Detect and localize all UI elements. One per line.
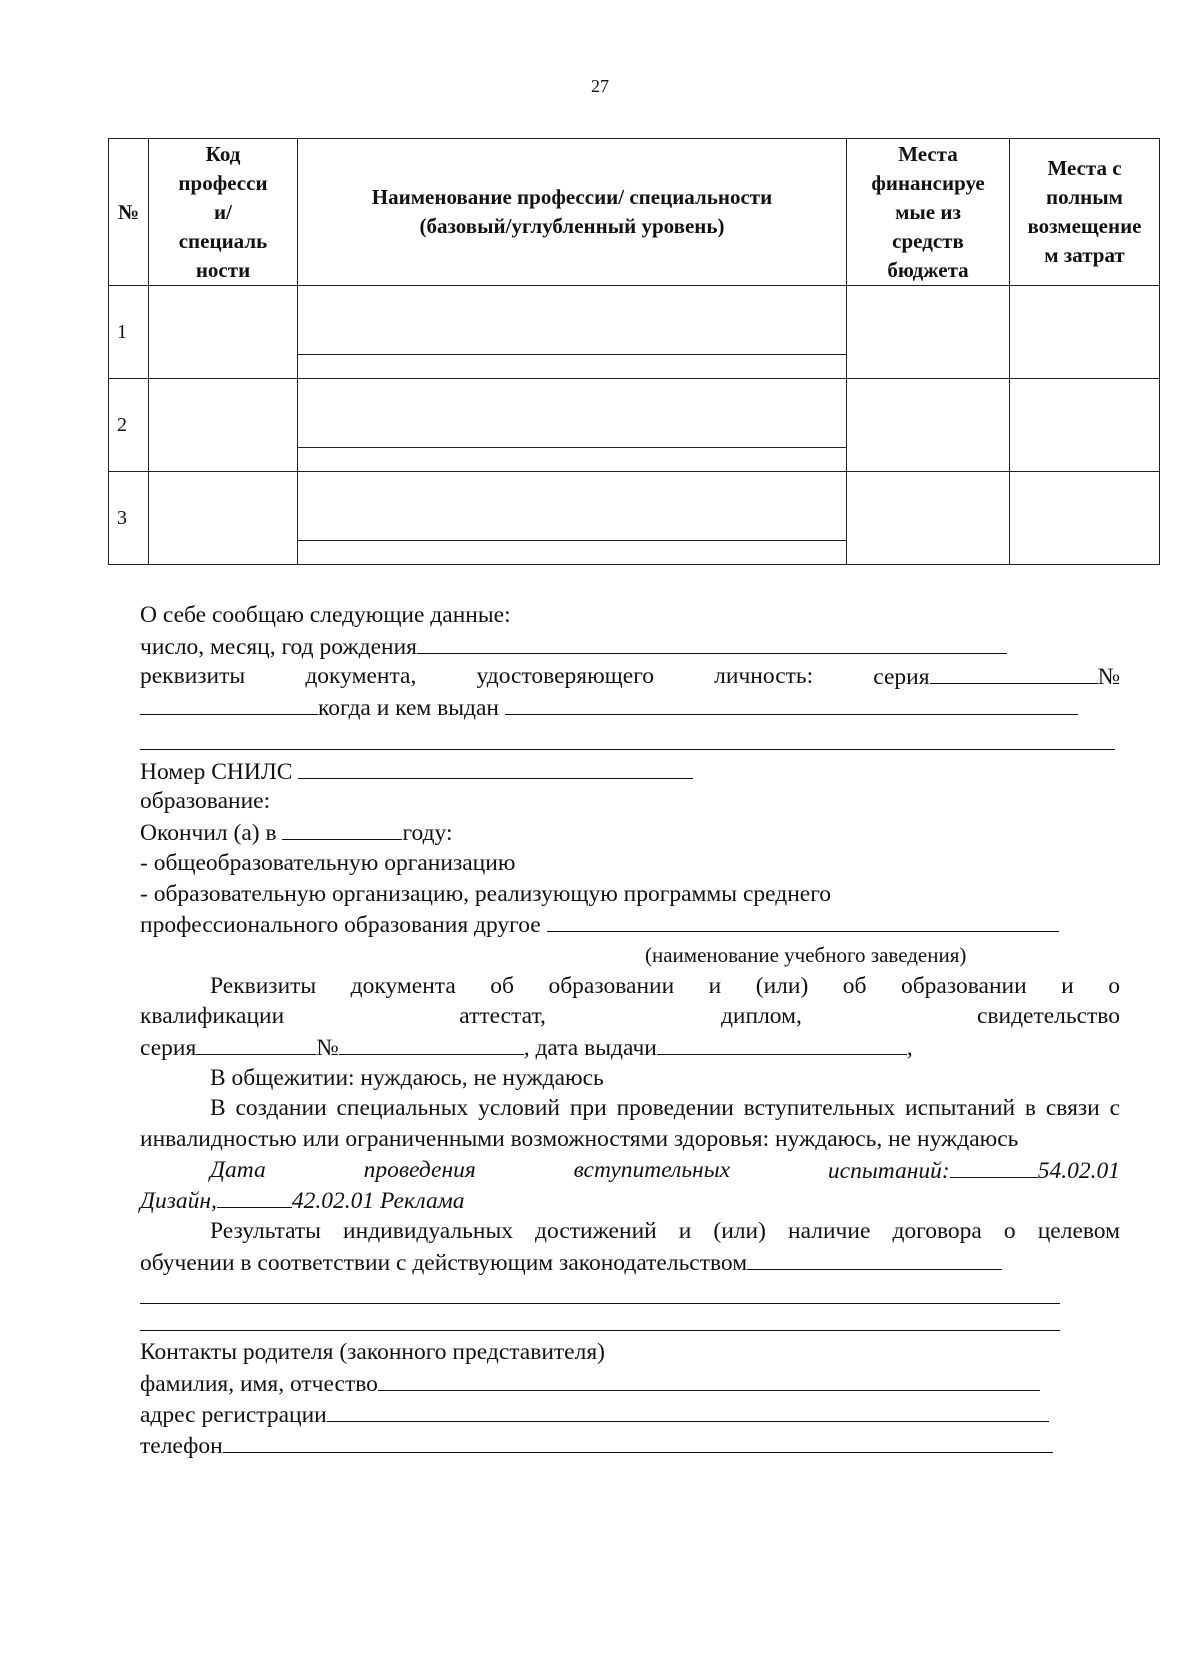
exam-word: проведения — [363, 1156, 476, 1183]
edu-doc-word: диплом, — [720, 1003, 802, 1030]
edu-series-field[interactable] — [196, 1032, 316, 1055]
header-code: Код професси и/ специаль ности — [149, 139, 298, 286]
option-other-label: профессионального образования другое — [140, 912, 541, 939]
institution-note: (наименование учебного заведения) — [645, 942, 967, 967]
header-number: № — [109, 139, 149, 286]
parent-address-label: адрес регистрации — [140, 1401, 327, 1428]
option-general: - общеобразовательную организацию — [140, 849, 516, 876]
table-row — [109, 286, 1160, 379]
achievements-label: обучении в соответствии с действующим законодательством — [140, 1249, 748, 1276]
birth-date-row — [140, 631, 1120, 662]
specialty-table — [108, 138, 1160, 565]
achievements-row — [140, 1247, 1120, 1278]
education-label: образование: — [140, 788, 271, 815]
achievements-field-2[interactable] — [140, 1277, 1060, 1304]
graduation-row — [140, 817, 1120, 848]
achievements-field-3[interactable] — [140, 1304, 1060, 1331]
edu-doc-word: аттестат, — [459, 1003, 546, 1030]
name-cell[interactable] — [298, 379, 847, 472]
budget-cell[interactable] — [847, 379, 1010, 472]
parent-address-field[interactable] — [327, 1399, 1049, 1422]
parent-phone-row — [140, 1430, 1120, 1461]
applicant-info-section — [140, 600, 1120, 1460]
name-cell[interactable] — [298, 286, 847, 379]
id-doc-word: удостоверяющего — [476, 663, 655, 690]
exam-word: вступительных — [573, 1156, 731, 1183]
edu-doc-types-row — [140, 1001, 1120, 1032]
name-cell[interactable] — [298, 472, 847, 565]
table-row — [109, 472, 1160, 565]
special-conditions-text: В создании специальных условий при проведении вступительных испытаний в связи с инвалидностью или ограниченными возможностями здоровья: нуждаюсь, не нуждаюсь — [140, 1095, 1120, 1153]
birth-date-field[interactable] — [417, 631, 1007, 654]
table-row — [109, 379, 1160, 472]
snils-field[interactable] — [298, 756, 693, 779]
page-number: 27 — [591, 76, 609, 96]
id-doc-word: личность: — [714, 663, 814, 690]
parent-phone-field[interactable] — [223, 1430, 1053, 1453]
id-document-row — [140, 661, 1120, 692]
header-budget: Места финансируе мые из средств бюджета — [847, 139, 1010, 286]
id-number-field[interactable] — [140, 692, 318, 715]
id-doc-word: реквизиты — [140, 663, 246, 690]
header-name: Наименование профессии/ специальности (базовый/углубленный уровень) — [298, 139, 847, 286]
achievements-field[interactable] — [747, 1247, 1002, 1270]
code-cell[interactable] — [149, 472, 298, 565]
issued-by-continued-field[interactable] — [140, 723, 1115, 750]
full-cost-cell[interactable] — [1010, 379, 1160, 472]
parent-name-field[interactable] — [378, 1368, 1040, 1391]
exam-spec-2: 42.02.01 Реклама — [291, 1188, 465, 1215]
issued-by-label: когда и кем выдан — [318, 695, 500, 722]
option-other-row — [140, 909, 1120, 940]
finished-label: Окончил (а) в — [140, 820, 277, 847]
edu-doc-line: Реквизиты документа об образовании и (или) об образовании и о — [210, 972, 1120, 999]
number-sign: № — [1097, 664, 1120, 691]
code-cell[interactable] — [149, 286, 298, 379]
issue-date-field[interactable] — [657, 1032, 907, 1055]
full-cost-cell[interactable] — [1010, 472, 1160, 565]
parent-name-row — [140, 1368, 1120, 1399]
graduation-year-field[interactable] — [282, 817, 402, 840]
achievements-text: Результаты индивидуальных достижений и (или) наличие договора о целевом — [210, 1218, 1120, 1245]
row-number: 3 — [109, 472, 149, 565]
header-full-cost: Места с полным возмещение м затрат — [1010, 139, 1160, 286]
full-cost-cell[interactable] — [1010, 286, 1160, 379]
year-label: году: — [402, 820, 453, 847]
edu-series-label: серия — [140, 1034, 197, 1061]
edu-number-label: № — [316, 1034, 339, 1061]
exam-date-row — [140, 1155, 1120, 1186]
code-cell[interactable] — [149, 379, 298, 472]
intro-text: О себе сообщаю следующие данные: — [140, 602, 511, 628]
institution-field[interactable] — [547, 909, 1059, 932]
edu-doc-word: квалификации — [140, 1003, 285, 1030]
snils-row — [140, 756, 1120, 787]
parent-phone-label: телефон — [140, 1432, 223, 1459]
exam-word: испытаний: — [827, 1157, 950, 1184]
edu-number-field[interactable] — [339, 1032, 524, 1055]
budget-cell[interactable] — [847, 286, 1010, 379]
exam-spec-1: Дизайн, — [140, 1188, 217, 1215]
birth-date-label: число, месяц, год рождения — [140, 633, 417, 660]
parent-contacts-heading: Контакты родителя (законного представителя) — [140, 1339, 605, 1366]
id-series-field[interactable] — [930, 661, 1098, 684]
exam-date-field-1[interactable] — [950, 1155, 1038, 1178]
issue-date-label: , дата выдачи — [523, 1034, 657, 1061]
exam-word: Дата — [210, 1156, 266, 1183]
edu-doc-fields-row: серия № , дата выдачи , — [140, 1032, 1120, 1063]
issued-by-field[interactable] — [505, 692, 1078, 715]
edu-doc-word: свидетельство — [976, 1003, 1120, 1030]
exam-date-row-2 — [140, 1185, 1120, 1216]
budget-cell[interactable] — [847, 472, 1010, 565]
series-label: серия — [873, 664, 930, 691]
option-spo: - образовательную организацию, реализующую программы среднего — [140, 880, 832, 907]
id-doc-word: документа, — [305, 663, 417, 690]
table-header-row — [109, 139, 1160, 286]
exam-date-field-2[interactable] — [217, 1185, 292, 1208]
dormitory-text: В общежитии: нуждаюсь, не нуждаюсь — [210, 1064, 604, 1091]
row-number: 2 — [109, 379, 149, 472]
id-issued-row — [140, 692, 1120, 723]
parent-address-row — [140, 1399, 1120, 1430]
snils-label: Номер СНИЛС — [140, 758, 293, 785]
row-number: 1 — [109, 286, 149, 379]
exam-code-1: 54.02.01 — [1037, 1157, 1120, 1184]
parent-name-label: фамилия, имя, отчество — [140, 1371, 378, 1398]
